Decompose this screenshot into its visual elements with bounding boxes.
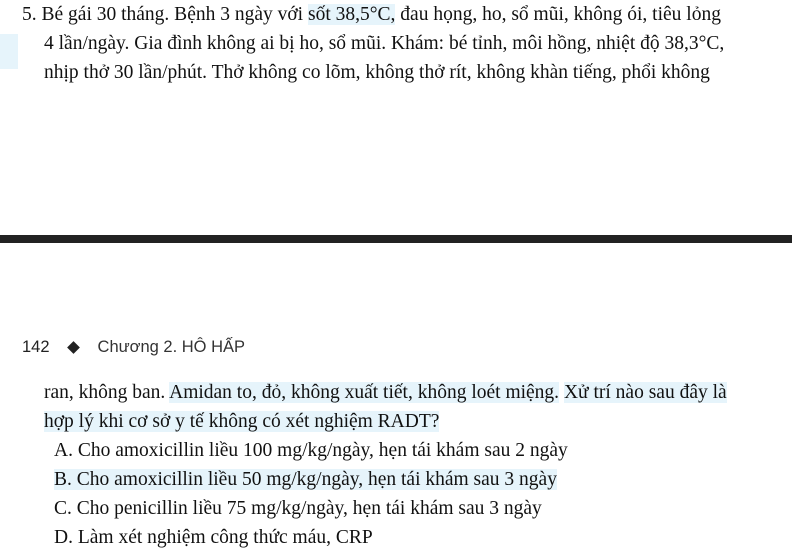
chapter-title: Chương 2. HÔ HẤP [97,337,246,356]
option-c [54,494,542,523]
question-cont-line-2 [44,407,439,436]
option-label: B. Cho amoxicillin liều 50 mg/kg/ngày, hẹn tái khám sau 3 ngày [54,469,557,490]
question-cont-line-1 [44,378,727,407]
highlighted-text: sốt 38,5°C, [307,4,396,25]
highlighted-text: Amidan to, đỏ, không xuất tiết, không loét miệng. [169,382,560,403]
option-label: A. Cho amoxicillin liều 100 mg/kg/ngày, hẹn tái khám sau 2 ngày [54,440,568,461]
option-a [54,436,568,465]
page-divider [0,235,792,243]
diamond-icon [67,341,80,354]
page-number: 142 [22,337,50,356]
page-top-section [0,0,792,235]
running-head [22,335,245,359]
option-label: C. Cho penicillin liều 75 mg/kg/ngày, hẹn tái khám sau 3 ngày [54,498,542,519]
margin-highlight [0,34,18,69]
option-d [54,523,373,552]
option-label: D. Làm xét nghiệm công thức máu, CRP [54,527,373,548]
option-b [54,465,557,494]
question-text: ran, không ban. [44,382,170,403]
question-line-3: nhịp thở 30 lần/phút. Thở không co lõm, không thở rít, không khàn tiếng, phổi không [44,62,710,83]
highlighted-text: hợp lý khi cơ sở y tế không có xét nghiệm RADT? [44,411,440,432]
question-line-1 [22,0,721,29]
question-line-2: 4 lần/ngày. Gia đình không ai bị ho, sổ mũi. Khám: bé tỉnh, môi hồng, nhiệt độ 38,3°C, [44,33,725,54]
highlighted-text: Xử trí nào sau đây là [563,382,727,403]
question-text: đau họng, ho, sổ mũi, không ói, tiêu lỏng [395,4,721,25]
question-text: 5. Bé gái 30 tháng. Bệnh 3 ngày với [22,4,308,25]
